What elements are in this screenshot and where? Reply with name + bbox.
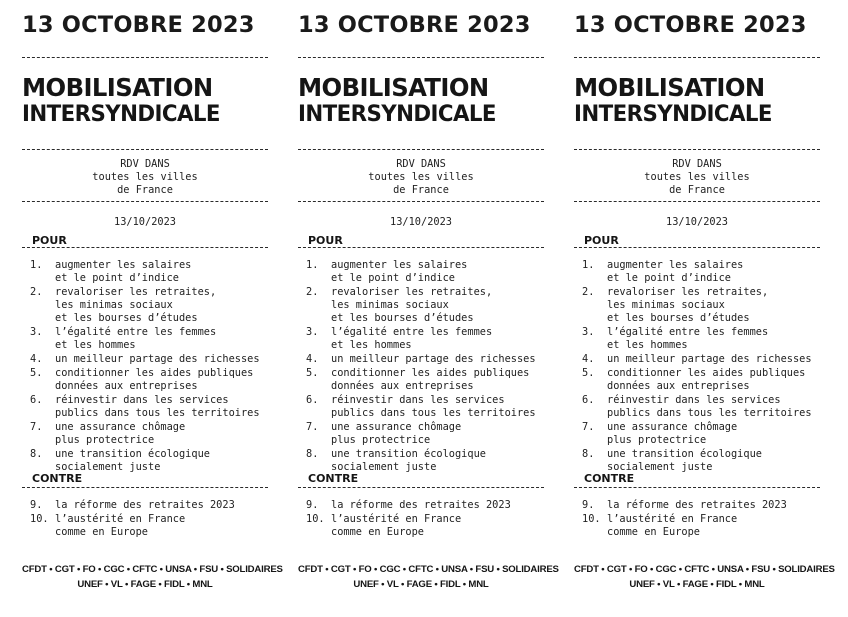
item-text: les minimas sociaux: [55, 299, 173, 311]
item-number: 8.: [306, 448, 319, 460]
item-text: l’égalité entre les femmes: [331, 326, 493, 338]
item-text: la réforme des retraites 2023: [607, 499, 787, 511]
item-text: l’austérité en France: [607, 513, 738, 525]
divider: [574, 57, 820, 58]
item-text: publics dans tous les territoires: [607, 407, 812, 419]
divider: [574, 247, 820, 248]
item-number: 5.: [30, 367, 43, 379]
list-item: [298, 259, 544, 285]
item-text: augmenter les salaires: [55, 259, 192, 271]
list-item: [298, 421, 544, 447]
item-text: comme en Europe: [607, 526, 700, 538]
rdv-block: [22, 158, 268, 197]
item-text: la réforme des retraites 2023: [331, 499, 511, 511]
organisations-line: CFDT • CGT • FO • CGC • CFTC • UNSA • FSU • SOLIDAIRES: [574, 564, 835, 575]
item-number: 2.: [30, 286, 43, 298]
list-item: [298, 367, 544, 393]
item-number: 4.: [582, 353, 595, 365]
item-text: réinvestir dans les services: [607, 394, 781, 406]
item-number: 2.: [582, 286, 595, 298]
organisations-line: CFDT • CGT • FO • CGC • CFTC • UNSA • FSU • SOLIDAIRES: [22, 564, 283, 575]
rdv-line: RDV DANS: [672, 158, 722, 170]
list-item: [298, 353, 544, 366]
item-text: augmenter les salaires: [331, 259, 468, 271]
item-number: 9.: [582, 499, 595, 511]
divider: [298, 57, 544, 58]
item-text: socialement juste: [607, 461, 713, 473]
divider: [22, 57, 268, 58]
pour-heading: POUR: [32, 234, 67, 247]
flyer-column-1: [22, 0, 283, 617]
item-text: conditionner les aides publiques: [331, 367, 530, 379]
headline-date: 13 OCTOBRE 2023: [22, 12, 255, 38]
item-text: et les bourses d’études: [607, 312, 750, 324]
divider: [298, 201, 544, 202]
list-item: [574, 367, 820, 393]
list-item: [22, 286, 268, 325]
item-text: l’austérité en France: [331, 513, 462, 525]
title-intersyndicale: INTERSYNDICALE: [298, 102, 496, 127]
item-number: 5.: [582, 367, 595, 379]
title-intersyndicale: INTERSYNDICALE: [574, 102, 772, 127]
item-text: un meilleur partage des richesses: [331, 353, 536, 365]
divider: [574, 201, 820, 202]
organisations-line: UNEF • VL • FAGE • FIDL • MNL: [77, 579, 213, 590]
item-text: l’égalité entre les femmes: [55, 326, 217, 338]
short-date: 13/10/2023: [666, 216, 728, 228]
contre-list: [298, 499, 544, 540]
item-number: 1.: [306, 259, 319, 271]
list-item: [298, 326, 544, 352]
list-item: [574, 286, 820, 325]
rdv-block: [298, 158, 544, 197]
item-number: 10.: [30, 513, 49, 525]
rdv-line: toutes les villes: [644, 171, 750, 183]
item-text: et le point d’indice: [331, 272, 455, 284]
item-text: un meilleur partage des richesses: [55, 353, 260, 365]
divider: [22, 487, 268, 488]
item-number: 4.: [306, 353, 319, 365]
divider: [22, 201, 268, 202]
item-text: un meilleur partage des richesses: [607, 353, 812, 365]
divider: [22, 247, 268, 248]
item-text: et les bourses d’études: [331, 312, 474, 324]
rdv-block: [574, 158, 820, 197]
item-number: 10.: [582, 513, 601, 525]
item-text: plus protectrice: [55, 434, 155, 446]
list-item: [574, 421, 820, 447]
divider: [298, 149, 544, 150]
pour-heading: POUR: [584, 234, 619, 247]
pour-list: [298, 259, 544, 475]
title-mobilisation: MOBILISATION: [574, 73, 765, 102]
list-item: [298, 448, 544, 474]
item-number: 6.: [306, 394, 319, 406]
item-text: revaloriser les retraites,: [55, 286, 217, 298]
flyer-column-2: [298, 0, 559, 617]
title-mobilisation: MOBILISATION: [22, 73, 213, 102]
item-number: 3.: [306, 326, 319, 338]
item-text: publics dans tous les territoires: [331, 407, 536, 419]
organisations-line: UNEF • VL • FAGE • FIDL • MNL: [353, 579, 489, 590]
item-text: revaloriser les retraites,: [331, 286, 493, 298]
item-text: une assurance chômage: [331, 421, 462, 433]
item-number: 3.: [30, 326, 43, 338]
rdv-line: toutes les villes: [368, 171, 474, 183]
list-item: [574, 326, 820, 352]
list-item: [574, 259, 820, 285]
pour-list: [574, 259, 820, 475]
item-number: 10.: [306, 513, 325, 525]
rdv-line: de France: [393, 184, 449, 196]
list-item: [22, 367, 268, 393]
item-number: 9.: [306, 499, 319, 511]
item-text: socialement juste: [55, 461, 161, 473]
item-text: et le point d’indice: [607, 272, 731, 284]
list-item: [22, 353, 268, 366]
item-number: 5.: [306, 367, 319, 379]
item-text: comme en Europe: [55, 526, 148, 538]
item-number: 6.: [582, 394, 595, 406]
item-number: 8.: [582, 448, 595, 460]
contre-list: [22, 499, 268, 540]
item-text: réinvestir dans les services: [55, 394, 229, 406]
item-number: 3.: [582, 326, 595, 338]
list-item: [574, 499, 820, 512]
item-text: et les hommes: [55, 339, 136, 351]
rdv-line: RDV DANS: [120, 158, 170, 170]
item-text: données aux entreprises: [607, 380, 750, 392]
divider: [574, 487, 820, 488]
rdv-line: de France: [669, 184, 725, 196]
item-text: données aux entreprises: [331, 380, 474, 392]
pour-list: [22, 259, 268, 475]
item-number: 2.: [306, 286, 319, 298]
list-item: [22, 326, 268, 352]
list-item: [298, 394, 544, 420]
item-number: 7.: [306, 421, 319, 433]
rdv-line: RDV DANS: [396, 158, 446, 170]
item-text: une transition écologique: [55, 448, 210, 460]
item-text: revaloriser les retraites,: [607, 286, 769, 298]
item-text: une assurance chômage: [607, 421, 738, 433]
title-mobilisation: MOBILISATION: [298, 73, 489, 102]
contre-list: [574, 499, 820, 540]
item-text: réinvestir dans les services: [331, 394, 505, 406]
item-text: une assurance chômage: [55, 421, 186, 433]
item-text: la réforme des retraites 2023: [55, 499, 235, 511]
contre-heading: CONTRE: [308, 472, 359, 485]
item-number: 7.: [30, 421, 43, 433]
list-item: [22, 448, 268, 474]
item-number: 1.: [582, 259, 595, 271]
item-text: l’austérité en France: [55, 513, 186, 525]
pour-heading: POUR: [308, 234, 343, 247]
item-number: 6.: [30, 394, 43, 406]
item-text: et le point d’indice: [55, 272, 179, 284]
item-number: 8.: [30, 448, 43, 460]
headline-date: 13 OCTOBRE 2023: [574, 12, 807, 38]
list-item: [298, 513, 544, 539]
divider: [22, 149, 268, 150]
item-text: plus protectrice: [607, 434, 707, 446]
item-text: les minimas sociaux: [331, 299, 449, 311]
item-text: conditionner les aides publiques: [55, 367, 254, 379]
list-item: [574, 448, 820, 474]
contre-heading: CONTRE: [32, 472, 83, 485]
contre-heading: CONTRE: [584, 472, 635, 485]
divider: [298, 247, 544, 248]
item-text: les minimas sociaux: [607, 299, 725, 311]
list-item: [298, 499, 544, 512]
item-text: augmenter les salaires: [607, 259, 744, 271]
item-text: une transition écologique: [607, 448, 762, 460]
item-number: 1.: [30, 259, 43, 271]
rdv-line: de France: [117, 184, 173, 196]
item-text: plus protectrice: [331, 434, 431, 446]
divider: [298, 487, 544, 488]
organisations-line: UNEF • VL • FAGE • FIDL • MNL: [629, 579, 765, 590]
item-number: 7.: [582, 421, 595, 433]
item-number: 9.: [30, 499, 43, 511]
short-date: 13/10/2023: [390, 216, 452, 228]
list-item: [574, 513, 820, 539]
item-text: données aux entreprises: [55, 380, 198, 392]
list-item: [22, 513, 268, 539]
rdv-line: toutes les villes: [92, 171, 198, 183]
item-number: 4.: [30, 353, 43, 365]
short-date: 13/10/2023: [114, 216, 176, 228]
list-item: [574, 353, 820, 366]
list-item: [22, 394, 268, 420]
list-item: [298, 286, 544, 325]
divider: [574, 149, 820, 150]
item-text: comme en Europe: [331, 526, 424, 538]
item-text: l’égalité entre les femmes: [607, 326, 769, 338]
item-text: et les bourses d’études: [55, 312, 198, 324]
flyer-column-3: [574, 0, 835, 617]
headline-date: 13 OCTOBRE 2023: [298, 12, 531, 38]
item-text: et les hommes: [331, 339, 412, 351]
list-item: [574, 394, 820, 420]
list-item: [22, 421, 268, 447]
title-intersyndicale: INTERSYNDICALE: [22, 102, 220, 127]
item-text: une transition écologique: [331, 448, 486, 460]
item-text: conditionner les aides publiques: [607, 367, 806, 379]
item-text: publics dans tous les territoires: [55, 407, 260, 419]
organisations-line: CFDT • CGT • FO • CGC • CFTC • UNSA • FSU • SOLIDAIRES: [298, 564, 559, 575]
list-item: [22, 499, 268, 512]
list-item: [22, 259, 268, 285]
item-text: et les hommes: [607, 339, 688, 351]
item-text: socialement juste: [331, 461, 437, 473]
